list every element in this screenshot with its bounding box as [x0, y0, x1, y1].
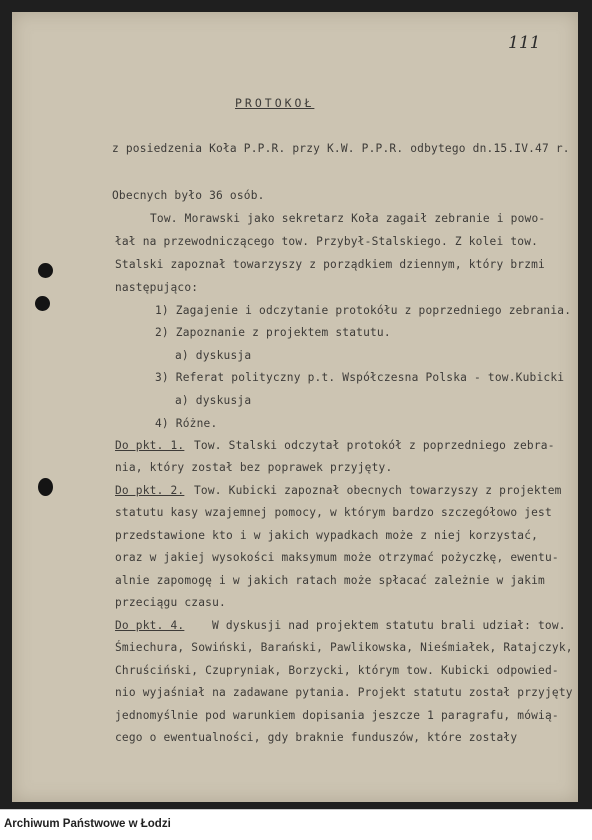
agenda-subitem: a) dyskusja — [175, 349, 252, 362]
text-line: następująco: — [115, 281, 199, 294]
text-line: jednomyślnie pod warunkiem dopisania jeszcze 1 paragrafu, mówią- — [115, 709, 559, 722]
document-page — [12, 12, 578, 802]
section-heading: Do pkt. 4. — [115, 619, 185, 632]
text-line: statutu kasy wzajemnej pomocy, w którym bardzo szczegółowo jest — [115, 506, 552, 519]
document-title: PROTOKOŁ — [235, 96, 315, 110]
text-line: Tow. Morawski jako sekretarz Koła zagaił zebranie i powo- — [150, 212, 546, 225]
text-line: nio wyjaśniał na zadawane pytania. Projekt statutu został przyjęty — [115, 686, 573, 699]
text-line: Obecnych było 36 osób. — [112, 189, 265, 202]
archive-footer — [0, 809, 592, 840]
section-heading: Do pkt. 1. — [115, 439, 185, 452]
text-line: Stalski zapoznał towarzyszy z porządkiem dziennym, który brzmi — [115, 258, 545, 271]
text-line: W dyskusji nad projektem statutu brali udział: tow. — [212, 619, 566, 632]
subtitle-line: z posiedzenia Koła P.P.R. przy K.W. P.P.R. odbytego dn.15.IV.47 r. — [112, 142, 570, 155]
agenda-subitem: a) dyskusja — [175, 394, 252, 407]
text-line: przeciągu czasu. — [115, 596, 226, 609]
punch-hole — [38, 263, 53, 278]
text-line: łał na przewodniczącego tow. Przybył-Stalskiego. Z kolei tow. — [115, 235, 539, 248]
page-number: 111 — [508, 33, 541, 53]
text-line: alnie zapomogę i w jakich ratach może spłacać zależnie w jakim — [115, 574, 545, 587]
archive-label: Archiwum Państwowe w Łodzi — [4, 818, 171, 830]
agenda-item: 3) Referat polityczny p.t. Współczesna Polska - tow.Kubicki — [155, 371, 565, 384]
text-line: Tow. Kubicki zapoznał obecnych towarzyszy z projektem — [194, 484, 562, 497]
agenda-item: 4) Różne. — [155, 417, 218, 430]
text-line: oraz w jakiej wysokości maksymum może otrzymać pożyczkę, ewentu- — [115, 551, 559, 564]
section-heading: Do pkt. 2. — [115, 484, 185, 497]
punch-hole — [38, 478, 53, 496]
agenda-item: 2) Zapoznanie z projektem statutu. — [155, 326, 391, 339]
punch-hole — [35, 296, 50, 311]
text-line: Chruściński, Czupryniak, Borzycki, którym tow. Kubicki odpowied- — [115, 664, 559, 677]
text-line: cego o ewentualności, gdy braknie funduszów, które zostały — [115, 731, 518, 744]
text-line: przedstawione kto i w jakich wypadkach może z niej korzystać, — [115, 529, 539, 542]
text-line: Śmiechura, Sowiński, Barański, Pawlikowska, Nieśmiałek, Ratajczyk, — [115, 641, 573, 654]
agenda-item: 1) Zagajenie i odczytanie protokółu z poprzedniego zebrania. — [155, 304, 572, 317]
text-line: nia, który został bez poprawek przyjęty. — [115, 461, 393, 474]
text-line: Tow. Stalski odczytał protokół z poprzedniego zebra- — [194, 439, 555, 452]
